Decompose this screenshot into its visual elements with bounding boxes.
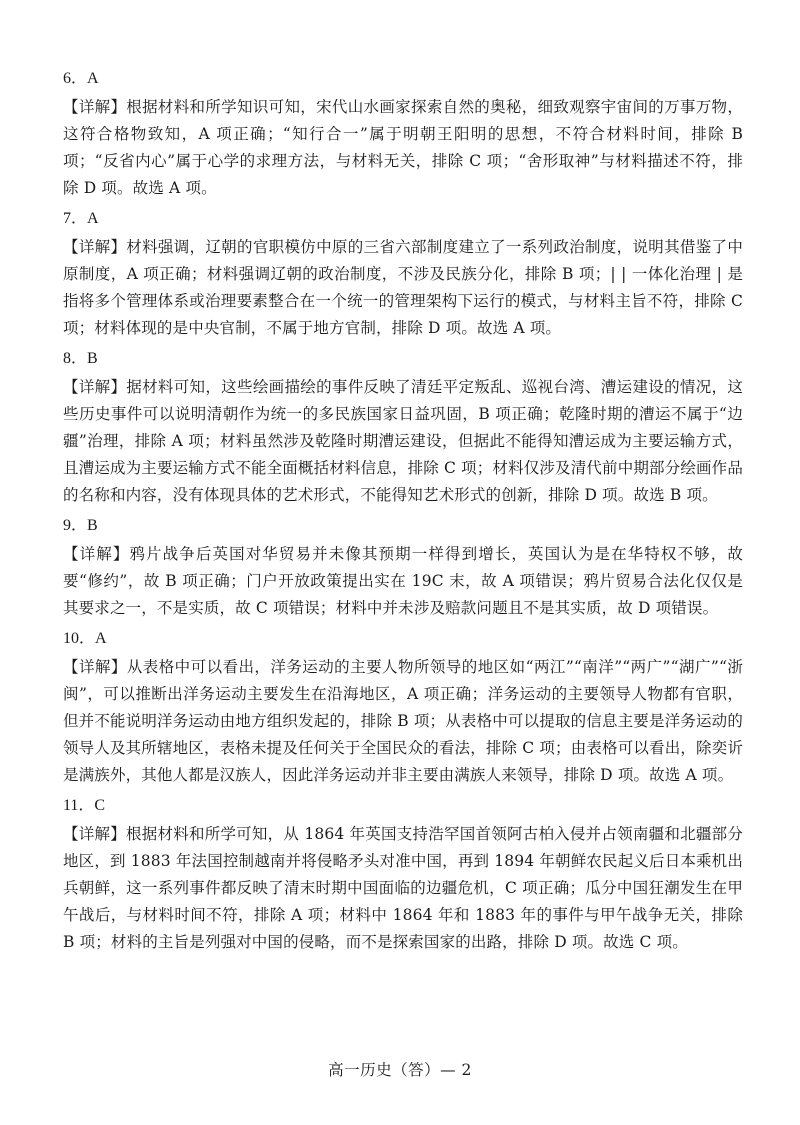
explanation-tag: 【详解】	[63, 98, 127, 116]
answer-item-10	[63, 624, 743, 789]
explanation-tag: 【详解】	[63, 545, 130, 563]
question-number: 8．B	[63, 350, 98, 367]
answer-item-8	[63, 344, 743, 509]
page-footer: 高一历史（答）— 2	[328, 1061, 472, 1079]
answer-item-9	[63, 511, 743, 622]
question-number: 10．A	[63, 630, 107, 647]
explanation-text: 鸦片战争后英国对华贸易并未像其预期一样得到增长，英国认为是在华特权不够，故要“修约”，故 B 项正确；门户开放政策提出实在 19C 末，故 A 项错误；鸦片贸易合法化仅仅是其要求之一，不是实质，故 C 项错误；材料中并未涉及赔款问题且不是其实质，故 D 项错误。	[63, 545, 743, 617]
answer-content	[63, 64, 743, 958]
explanation-paragraph	[63, 374, 743, 509]
explanation-paragraph	[63, 234, 743, 342]
question-number: 7．A	[63, 210, 99, 227]
explanation-paragraph	[63, 821, 743, 956]
explanation-paragraph	[63, 654, 743, 789]
question-number: 6．A	[63, 70, 99, 87]
explanation-text: 根据材料和所学知识可知，宋代山水画家探索自然的奥秘，细致观察宇宙间的万事万物，这符合格物致知，A 项正确；“知行合一”属于明朝王阳明的思想，不符合材料时间，排除 B 项；“反省内心”属于心学的求理方法，与材料无关，排除 C 项；“舍形取神”与材料描述不符，排除 D 项。故选 A 项。	[63, 98, 743, 197]
answer-item-11	[63, 791, 743, 956]
answer-item-6	[63, 64, 743, 202]
answer-item-7	[63, 204, 743, 342]
explanation-text: 材料强调，辽朝的官职模仿中原的三省六部制度建立了一系列政治制度，说明其借鉴了中原制度，A 项正确；材料强调辽朝的政治制度，不涉及民族分化，排除 B 项；| | 一体化治理 | 是指将多个管理体系或治理要素整合在一个统一的管理架构下运行的模式，与材料主旨不符，排除 C 项；材料体现的是中央官制，不属于地方官制，排除 D 项。故选 A 项。	[63, 238, 743, 337]
explanation-tag: 【详解】	[63, 378, 127, 396]
question-number: 11．C	[63, 797, 106, 814]
explanation-tag: 【详解】	[63, 658, 127, 676]
explanation-paragraph	[63, 541, 743, 622]
explanation-tag: 【详解】	[63, 238, 127, 256]
explanation-paragraph	[63, 94, 743, 202]
explanation-text: 据材料可知，这些绘画描绘的事件反映了清廷平定叛乱、巡视台湾、漕运建设的情况，这些历史事件可以说明清朝作为统一的多民族国家日益巩固，B 项正确；乾隆时期的漕运不属于“边疆”治理，排除 A 项；材料虽然涉及乾隆时期漕运建设，但据此不能得知漕运成为主要运输方式，且漕运成为主要运输方式不能全面概括材料信息，排除 C 项；材料仅涉及清代前中期部分绘画作品的名称和内容，没有体现具体的艺术形式，不能得知艺术形式的创新，排除 D 项。故选 B 项。	[63, 378, 743, 504]
explanation-tag: 【详解】	[63, 825, 126, 843]
explanation-text: 根据材料和所学可知，从 1864 年英国支持浩罕国首领阿古柏入侵并占领南疆和北疆部分地区，到 1883 年法国控制越南并将侵略矛头对准中国，再到 1894 年朝鲜农民起义后日本乘机出兵朝鲜，这一系列事件都反映了清末时期中国面临的边疆危机，C 项正确；瓜分中国狂潮发生在甲午战后，与材料时间不符，排除 A 项；材料中 1864 年和 1883 年的事件与甲午战争无关，排除 B 项；材料的主旨是列强对中国的侵略，而不是探索国家的出路，排除 D 项。故选 C 项。	[63, 825, 743, 951]
question-number: 9．B	[63, 517, 98, 534]
explanation-text: 从表格中可以看出，洋务运动的主要人物所领导的地区如“两江”“南洋”“两广”“湖广”“浙闽”，可以推断出洋务运动主要发生在沿海地区，A 项正确；洋务运动的主要领导人物都有官职，但并不能说明洋务运动由地方组织发起的，排除 B 项；从表格中可以提取的信息主要是洋务运动的领导人及其所辖地区，表格未提及任何关于全国民众的看法，排除 C 项；由表格可以看出，除奕䜣是满族外，其他人都是汉族人，因此洋务运动并非主要由满族人来领导，排除 D 项。故选 A 项。	[63, 658, 743, 784]
